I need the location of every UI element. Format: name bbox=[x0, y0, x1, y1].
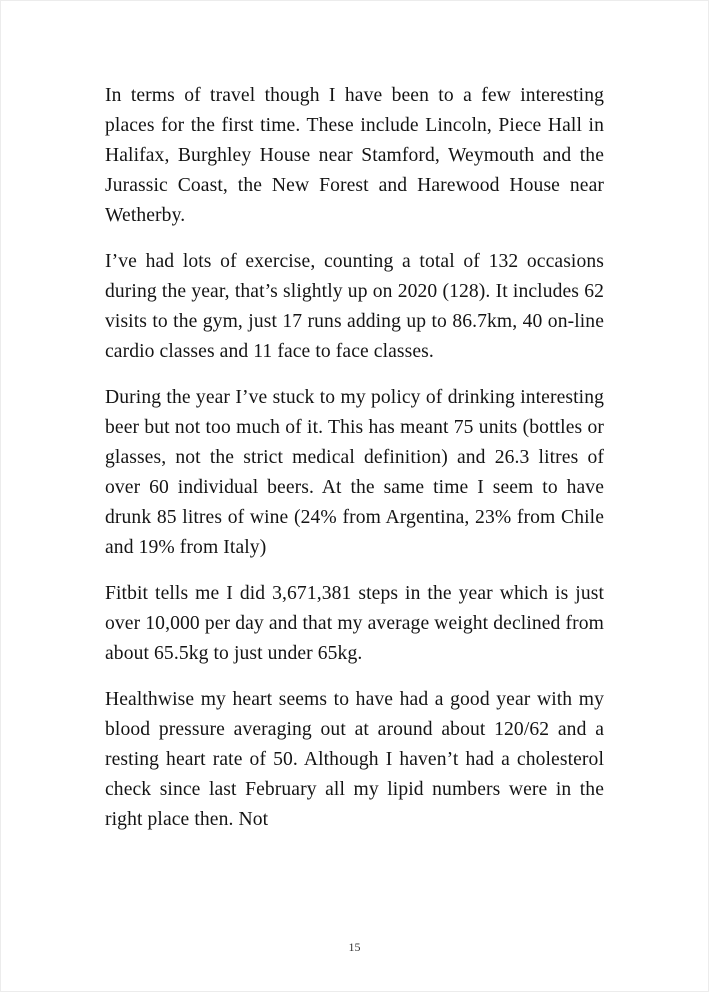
paragraph-travel: In terms of travel though I have been to a few interesting places for the first time. These include Lincoln, Piece Hall in Halifax, Burghley House near Stamford, Weymouth and the Jurassic Coast, the New Forest and Harewood House near Wetherby. bbox=[105, 85, 604, 226]
paragraph-beer-wine: During the year I’ve stuck to my policy of drinking interesting beer but not too much of it. This has meant 75 units (bottles or glasses, not the strict medical definition) and 26.3 litres of over 60 individual beers. At the same time I seem to have drunk 85 litres of wine (24% from Argentina, 23% from Chile and 19% from Italy) bbox=[105, 387, 604, 558]
paragraph-health: Healthwise my heart seems to have had a good year with my blood pressure averaging out at around about 120/62 and a resting heart rate of 50. Although I haven’t had a cholesterol check since last February all my lipid numbers were in the right place then. Not bbox=[105, 689, 604, 830]
page-text-body bbox=[105, 81, 604, 835]
paragraph-fitbit-steps: Fitbit tells me I did 3,671,381 steps in the year which is just over 10,000 per day and that my average weight declined from about 65.5kg to just under 65kg. bbox=[105, 583, 604, 664]
page-number: 15 bbox=[348, 940, 361, 954]
paragraph-exercise: I’ve had lots of exercise, counting a total of 132 occasions during the year, that’s slightly up on 2020 (128). It includes 62 visits to the gym, just 17 runs adding up to 86.7km, 40 on-line cardio classes and 11 face to face classes. bbox=[105, 251, 604, 362]
